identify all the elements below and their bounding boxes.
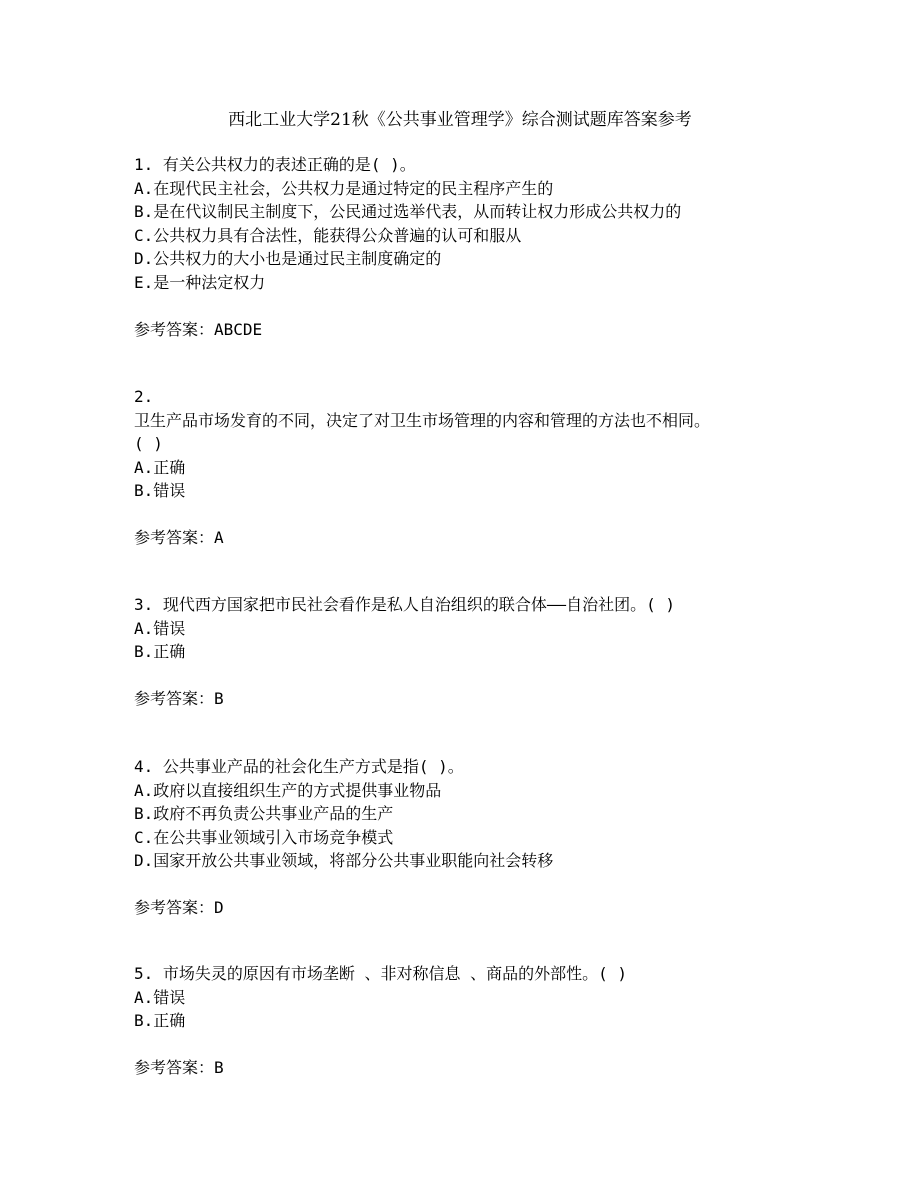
answer-value: ABCDE bbox=[214, 319, 263, 339]
question-1 bbox=[134, 153, 894, 341]
answer-label: 参考答案： bbox=[134, 527, 215, 547]
question-stem: 4. 公共事业产品的社会化生产方式是指( )。 bbox=[134, 757, 464, 776]
answer-label: 参考答案： bbox=[134, 319, 215, 339]
question-stem: 5. 市场失灵的原因有市场垄断 、非对称信息 、商品的外部性。( ) bbox=[134, 964, 628, 983]
option-b: B.政府不再负责公共事业产品的生产 bbox=[134, 804, 394, 824]
answer-label: 参考答案： bbox=[134, 1057, 215, 1077]
question-stem: 1. 有关公共权力的表述正确的是( )。 bbox=[134, 155, 416, 174]
option-a: A.政府以直接组织生产的方式提供事业物品 bbox=[134, 780, 442, 800]
option-c: C.公共权力具有合法性，能获得公众普遍的认可和服从 bbox=[134, 225, 522, 245]
option-d: D.公共权力的大小也是通过民主制度确定的 bbox=[134, 249, 442, 269]
document-title: 西北工业大学21秋《公共事业管理学》综合测试题库答案参考 bbox=[228, 110, 692, 130]
question-number: 2. bbox=[134, 387, 154, 406]
answer-label: 参考答案： bbox=[134, 688, 215, 708]
answer-line bbox=[134, 318, 894, 342]
option-d: D.国家开放公共事业领域，将部分公共事业职能向社会转移 bbox=[134, 851, 554, 871]
question-2 bbox=[134, 385, 894, 550]
question-3 bbox=[134, 593, 894, 710]
question-stem: 3. 现代西方国家把市民社会看作是私人自治组织的联合体——自治社团。( ) bbox=[134, 595, 676, 614]
answer-value: B bbox=[214, 1057, 224, 1077]
question-4 bbox=[134, 755, 894, 920]
answer-line bbox=[134, 896, 894, 920]
answer-value: D bbox=[214, 897, 224, 917]
option-a: A.在现代民主社会，公共权力是通过特定的民主程序产生的 bbox=[134, 178, 554, 198]
answer-line bbox=[134, 526, 894, 550]
option-a: A.错误 bbox=[134, 618, 186, 638]
question-stem: 卫生产品市场发育的不同，决定了对卫生市场管理的内容和管理的方法也不相同。 bbox=[134, 410, 711, 430]
answer-line bbox=[134, 687, 894, 711]
option-b: B.正确 bbox=[134, 1011, 186, 1031]
option-b: B.正确 bbox=[134, 642, 186, 662]
option-a: A.正确 bbox=[134, 457, 186, 477]
option-a: A.错误 bbox=[134, 987, 186, 1007]
answer-line bbox=[134, 1056, 894, 1080]
answer-value: A bbox=[214, 527, 224, 547]
option-c: C.在公共事业领域引入市场竞争模式 bbox=[134, 827, 394, 847]
question-5 bbox=[134, 962, 894, 1079]
question-stem-bracket: ( ) bbox=[134, 434, 163, 454]
option-b: B.错误 bbox=[134, 481, 186, 501]
answer-label: 参考答案： bbox=[134, 897, 215, 917]
option-b: B.是在代议制民主制度下，公民通过选举代表，从而转让权力形成公共权力的 bbox=[134, 202, 682, 222]
option-e: E.是一种法定权力 bbox=[134, 272, 266, 292]
answer-value: B bbox=[214, 688, 224, 708]
